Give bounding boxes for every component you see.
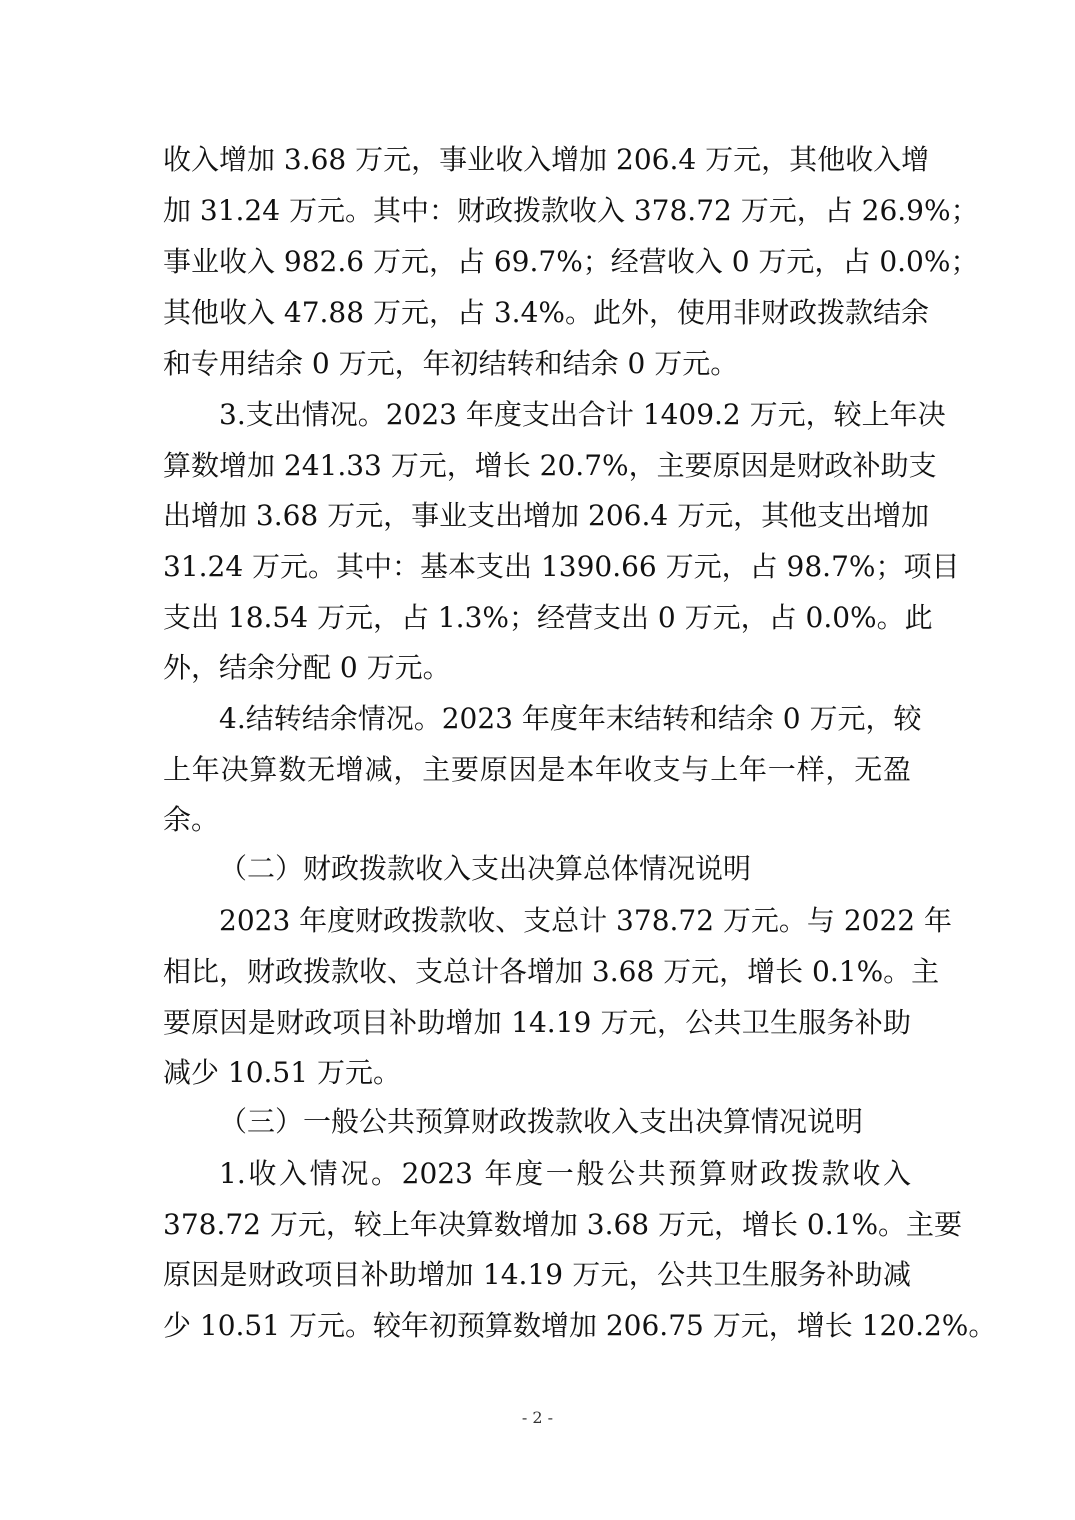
paragraph-line: 1.收入情况。2023 年度一般公共预算财政拨款收入: [219, 1157, 911, 1190]
section-heading: （三）一般公共预算财政拨款收入支出决算情况说明: [219, 1105, 864, 1138]
paragraph-line: 减少 10.51 万元。: [163, 1056, 401, 1089]
paragraph-line: 要原因是财政项目补助增加 14.19 万元，公共卫生服务补助: [163, 1006, 911, 1039]
paragraph-line: 加 31.24 万元。其中：财政拨款收入 378.72 万元，占 26.9%；: [163, 194, 979, 227]
paragraph-line: 收入增加 3.68 万元，事业收入增加 206.4 万元，其他收入增: [163, 143, 930, 176]
paragraph-line: 3.支出情况。2023 年度支出合计 1409.2 万元，较上年决: [219, 398, 946, 431]
paragraph-line: 原因是财政项目补助增加 14.19 万元，公共卫生服务补助减: [163, 1258, 911, 1291]
paragraph-line: 算数增加 241.33 万元，增长 20.7%，主要原因是财政补助支: [163, 449, 937, 482]
paragraph-line: 4.结转结余情况。2023 年度年末结转和结余 0 万元，较: [219, 702, 922, 735]
paragraph-line: 外，结余分配 0 万元。: [163, 651, 451, 684]
paragraph-line: 支出 18.54 万元，占 1.3%；经营支出 0 万元，占 0.0%。此: [163, 601, 933, 634]
section-heading: （二）财政拨款收入支出决算总体情况说明: [219, 852, 752, 885]
paragraph-line: 31.24 万元。其中：基本支出 1390.66 万元，占 98.7%；项目: [163, 550, 960, 583]
paragraph-line: 少 10.51 万元。较年初预算数增加 206.75 万元，增长 120.2%。: [163, 1309, 997, 1342]
paragraph-line: 相比，财政拨款收、支总计各增加 3.68 万元，增长 0.1%。主: [163, 955, 940, 988]
paragraph-line: 2023 年度财政拨款收、支总计 378.72 万元。与 2022 年: [219, 904, 952, 937]
paragraph-line: 余。: [163, 803, 220, 836]
paragraph-line: 事业收入 982.6 万元，占 69.7%；经营收入 0 万元，占 0.0%；: [163, 245, 979, 278]
page-number: - 2 -: [521, 1408, 554, 1427]
paragraph-line: 378.72 万元，较上年决算数增加 3.68 万元，增长 0.1%。主要: [163, 1208, 963, 1241]
paragraph-line: 上年决算数无增减，主要原因是本年收支与上年一样，无盈: [163, 753, 911, 786]
paragraph-line: 其他收入 47.88 万元，占 3.4%。此外，使用非财政拨款结余: [163, 296, 929, 329]
paragraph-line: 和专用结余 0 万元，年初结转和结余 0 万元。: [163, 347, 739, 380]
paragraph-line: 出增加 3.68 万元，事业支出增加 206.4 万元，其他支出增加: [163, 499, 930, 532]
